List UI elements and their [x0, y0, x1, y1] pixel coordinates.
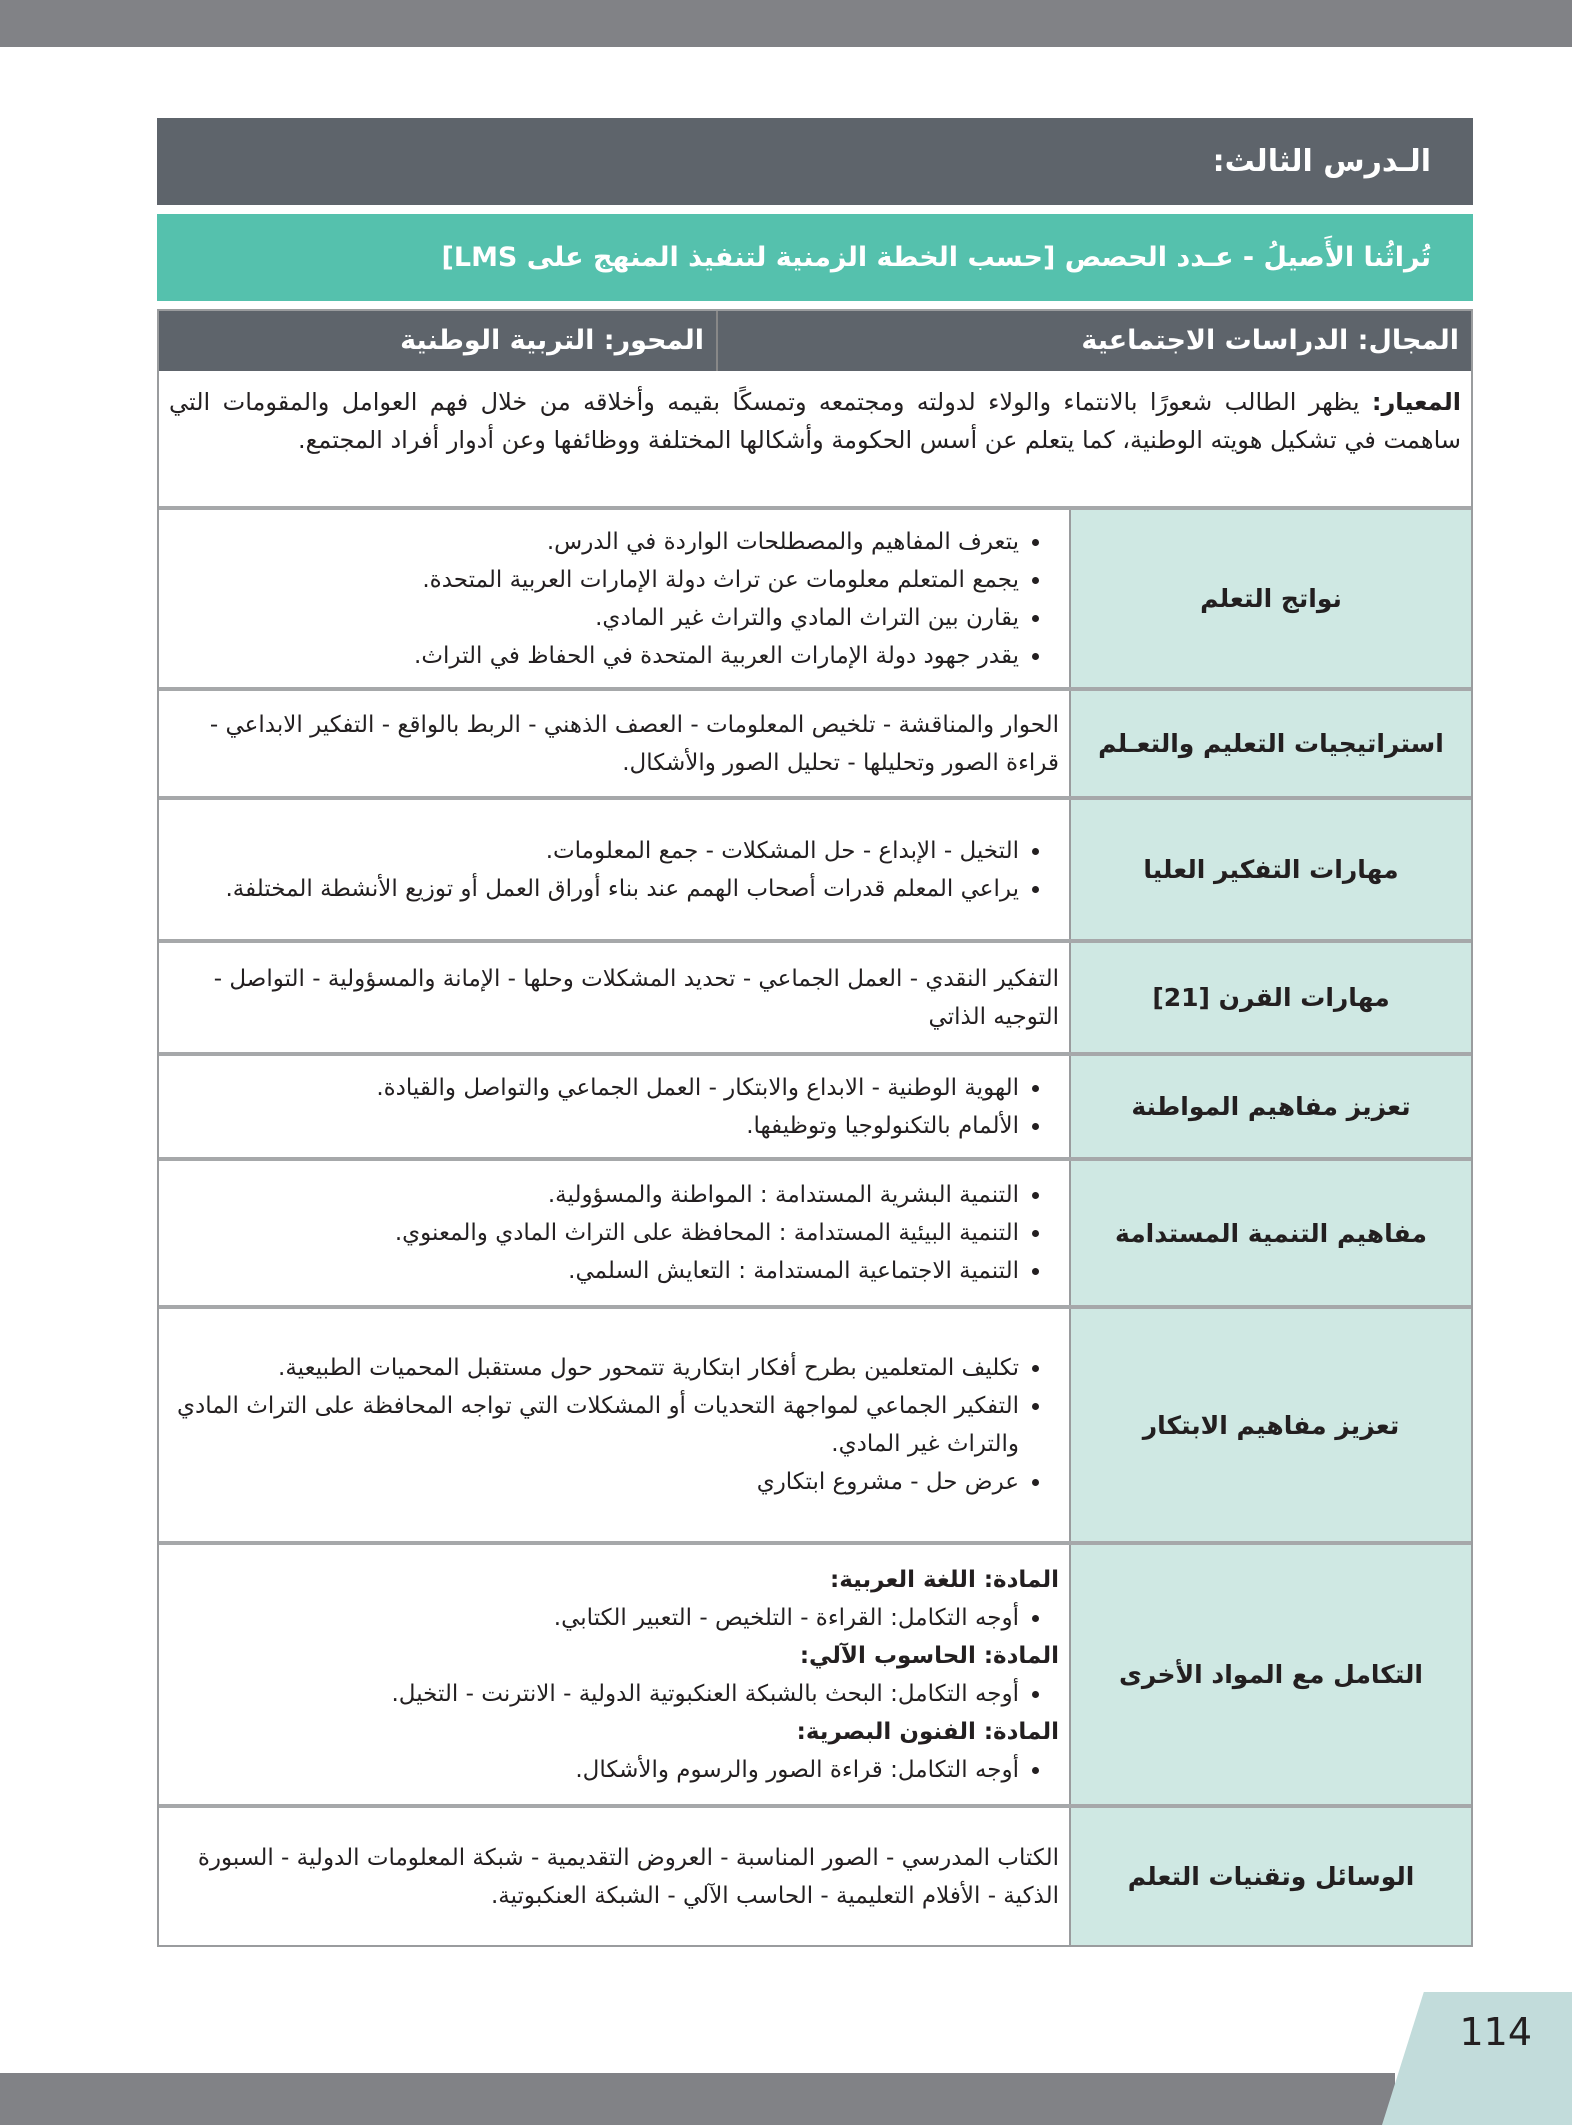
row-label: نواتج التعلم [1069, 510, 1471, 687]
row-label: تعزيز مفاهيم المواطنة [1069, 1056, 1471, 1157]
row-label: التكامل مع المواد الأخرى [1069, 1545, 1471, 1804]
table-row [159, 510, 1471, 691]
list-item: • يتعرف المفاهيم والمصطلحات الواردة في الدرس. [169, 523, 1019, 561]
row-label: الوسائل وتقنيات التعلم [1069, 1808, 1471, 1945]
top-bar [0, 0, 1572, 47]
table-row [159, 800, 1471, 943]
table-row [159, 1161, 1471, 1309]
table-header [159, 311, 1471, 371]
list-item: • الهوية الوطنية - الابداع والابتكار - العمل الجماعي والتواصل والقيادة. [169, 1069, 1019, 1107]
list-item: • تكليف المتعلمين بطرح أفكار ابتكارية تتمحور حول مستقبل المحميات الطبيعية. [169, 1349, 1019, 1387]
subject-name: المادة: الفنون البصرية: [796, 1718, 1059, 1745]
lesson-label: الـدرس الثالث: [157, 118, 1473, 205]
list-item: • أوجه التكامل: القراءة - التلخيص - التعبير الكتابي. [169, 1599, 1019, 1637]
row-text: الحوار والمناقشة - تلخيص المعلومات - العصف الذهني - الربط بالواقع - التفكير الابداعي - قراءة الصور وتحليلها - تحليل الصور والأشكال. [209, 711, 1059, 776]
list-item: • أوجه التكامل: البحث بالشبكة العنكبوتية الدولية - الانترنت - التخيل. [169, 1675, 1019, 1713]
list-item: • الألمام بالتكنولوجيا وتوظيفها. [169, 1107, 1019, 1145]
list-item: • التنمية البيئية المستدامة : المحافظة على التراث المادي والمعنوي. [169, 1214, 1019, 1252]
list-item: • التنمية الاجتماعية المستدامة : التعايش السلمي. [169, 1252, 1019, 1290]
table-row [159, 1056, 1471, 1161]
standard-label: المعيار: [1371, 388, 1461, 416]
row-label: استراتيجيات التعليم والتعـلم [1069, 691, 1471, 796]
list-item: • التنمية البشرية المستدامة : المواطنة والمسؤولية. [169, 1176, 1019, 1214]
axis-cell: المحور: التربية الوطنية [400, 325, 704, 356]
row-label: تعزيز مفاهيم الابتكار [1069, 1309, 1471, 1541]
row-text: التفكير النقدي - العمل الجماعي - تحديد المشكلات وحلها - الإمانة والمسؤولية - التواصل - التوجيه الذاتي [213, 965, 1059, 1030]
list-item: • يراعي المعلم قدرات أصحاب الهمم عند بناء أوراق العمل أو توزيع الأنشطة المختلفة. [169, 870, 1019, 908]
subject-name: المادة: اللغة العربية: [830, 1566, 1059, 1593]
lesson-plan-table [157, 309, 1473, 1947]
page-number: 114 [1459, 2010, 1532, 2054]
list-item: • التفكير الجماعي لمواجهة التحديات أو المشكلات التي تواجه المحافظة على التراث المادي والتراث غير المادي. [169, 1387, 1019, 1463]
list-item: • يجمع المتعلم معلومات عن تراث دولة الإمارات العربية المتحدة. [169, 561, 1019, 599]
domain-cell: المجال: الدراسات الاجتماعية [716, 311, 1471, 371]
lesson-title: تُراثُنا الأَصيلُ - عـدد الحصص [حسب الخطة الزمنية لتنفيذ المنهج على LMS] [157, 214, 1473, 301]
table-row [159, 1309, 1471, 1545]
table-row [159, 1545, 1471, 1808]
table-row [159, 1808, 1471, 1945]
row-text: الكتاب المدرسي - الصور المناسبة - العروض التقديمية - شبكة المعلومات الدولية - السبورة الذكية - الأفلام التعليمية - الحاسب الآلي - الشبكة العنكبوتية. [197, 1844, 1059, 1909]
table-row [159, 691, 1471, 800]
subject-name: المادة: الحاسوب الآلي: [799, 1642, 1059, 1669]
table-row [159, 943, 1471, 1056]
row-label: مفاهيم التنمية المستدامة [1069, 1161, 1471, 1305]
list-item: • التخيل - الإبداع - حل المشكلات - جمع المعلومات. [169, 832, 1019, 870]
list-item: • عرض حل - مشروع ابتكاري [169, 1463, 1019, 1501]
bottom-bar [0, 2073, 1395, 2125]
row-label: مهارات القرن [21] [1069, 943, 1471, 1052]
list-item: • يقدر جهود دولة الإمارات العربية المتحدة في الحفاظ في التراث. [169, 637, 1019, 675]
standard-text: يظهر الطالب شعورًا بالانتماء والولاء لدولته ومجتمعه وتمسكًا بقيمه وأخلاقه من خلال فهم العوامل والمقومات التي ساهمت في تشكيل هويته الوطنية، كما يتعلم عن أسس الحكومة وأشكالها المختلفة ووظائفها وعن أدوار أفراد المجتمع. [169, 388, 1461, 454]
row-label: مهارات التفكير العليا [1069, 800, 1471, 939]
list-item: • أوجه التكامل: قراءة الصور والرسوم والأشكال. [169, 1751, 1019, 1789]
list-item: • يقارن بين التراث المادي والتراث غير المادي. [169, 599, 1019, 637]
standard-cell [159, 371, 1471, 510]
